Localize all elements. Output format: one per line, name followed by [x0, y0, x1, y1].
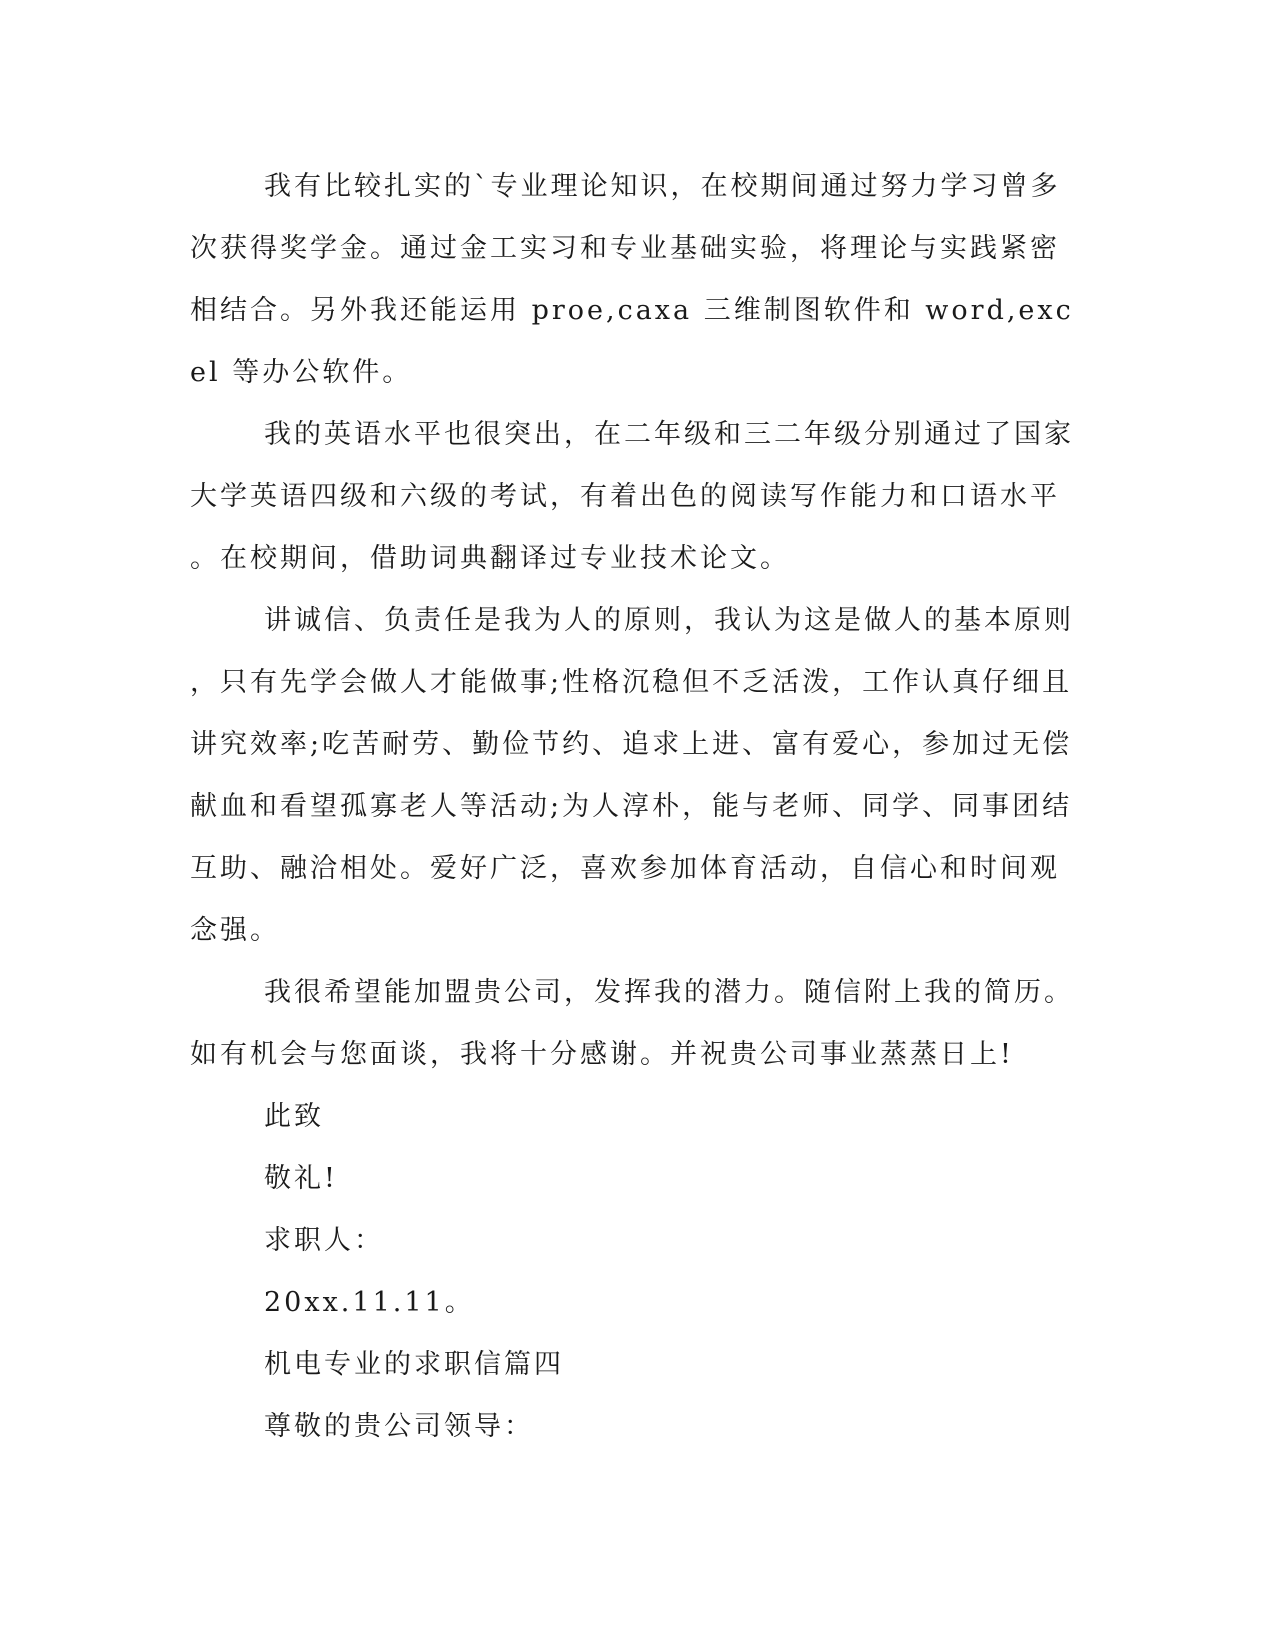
- closing-salutation: 此致: [264, 1101, 324, 1132]
- next-letter-title: 机电专业的求职信篇四: [264, 1349, 564, 1380]
- paragraph-personal-character: 讲诚信、负责任是我为人的原则，我认为这是做人的基本原则，只有先学会做人才能做事;性格沉稳但不乏活泼，工作认真仔细且讲究效率;吃苦耐劳、勤俭节约、追求上进、富有爱心，参加过无偿献血和看望孤寡老人等活动;为人淳朴，能与老师、同学、同事团结互助、融洽相处。爱好广泛，喜欢参加体育活动，自信心和时间观念强。: [190, 605, 1074, 946]
- next-letter-greeting: 尊敬的贵公司领导：: [264, 1411, 534, 1442]
- paragraph-closing-wish: 我很希望能加盟贵公司，发挥我的潜力。随信附上我的简历。如有机会与您面谈，我将十分感谢。并祝贵公司事业蒸蒸日上!: [190, 977, 1074, 1070]
- document-body: [190, 156, 1080, 1458]
- paragraph-professional-knowledge: 我有比较扎实的`专业理论知识，在校期间通过努力学习曾多次获得奖学金。通过金工实习和专业基础实验，将理论与实践紧密相结合。另外我还能运用 proe,caxa 三维制图软件和 word,excel 等办公软件。: [190, 171, 1074, 388]
- paragraph-english-ability: 我的英语水平也很突出，在二年级和三二年级分别通过了国家大学英语四级和六级的考试，有着出色的阅读写作能力和口语水平。在校期间，借助词典翻译过专业技术论文。: [190, 419, 1074, 574]
- signature-label: 求职人：: [264, 1225, 384, 1256]
- closing-regards: 敬礼!: [264, 1163, 338, 1194]
- letter-date: 20xx.11.11。: [264, 1287, 475, 1318]
